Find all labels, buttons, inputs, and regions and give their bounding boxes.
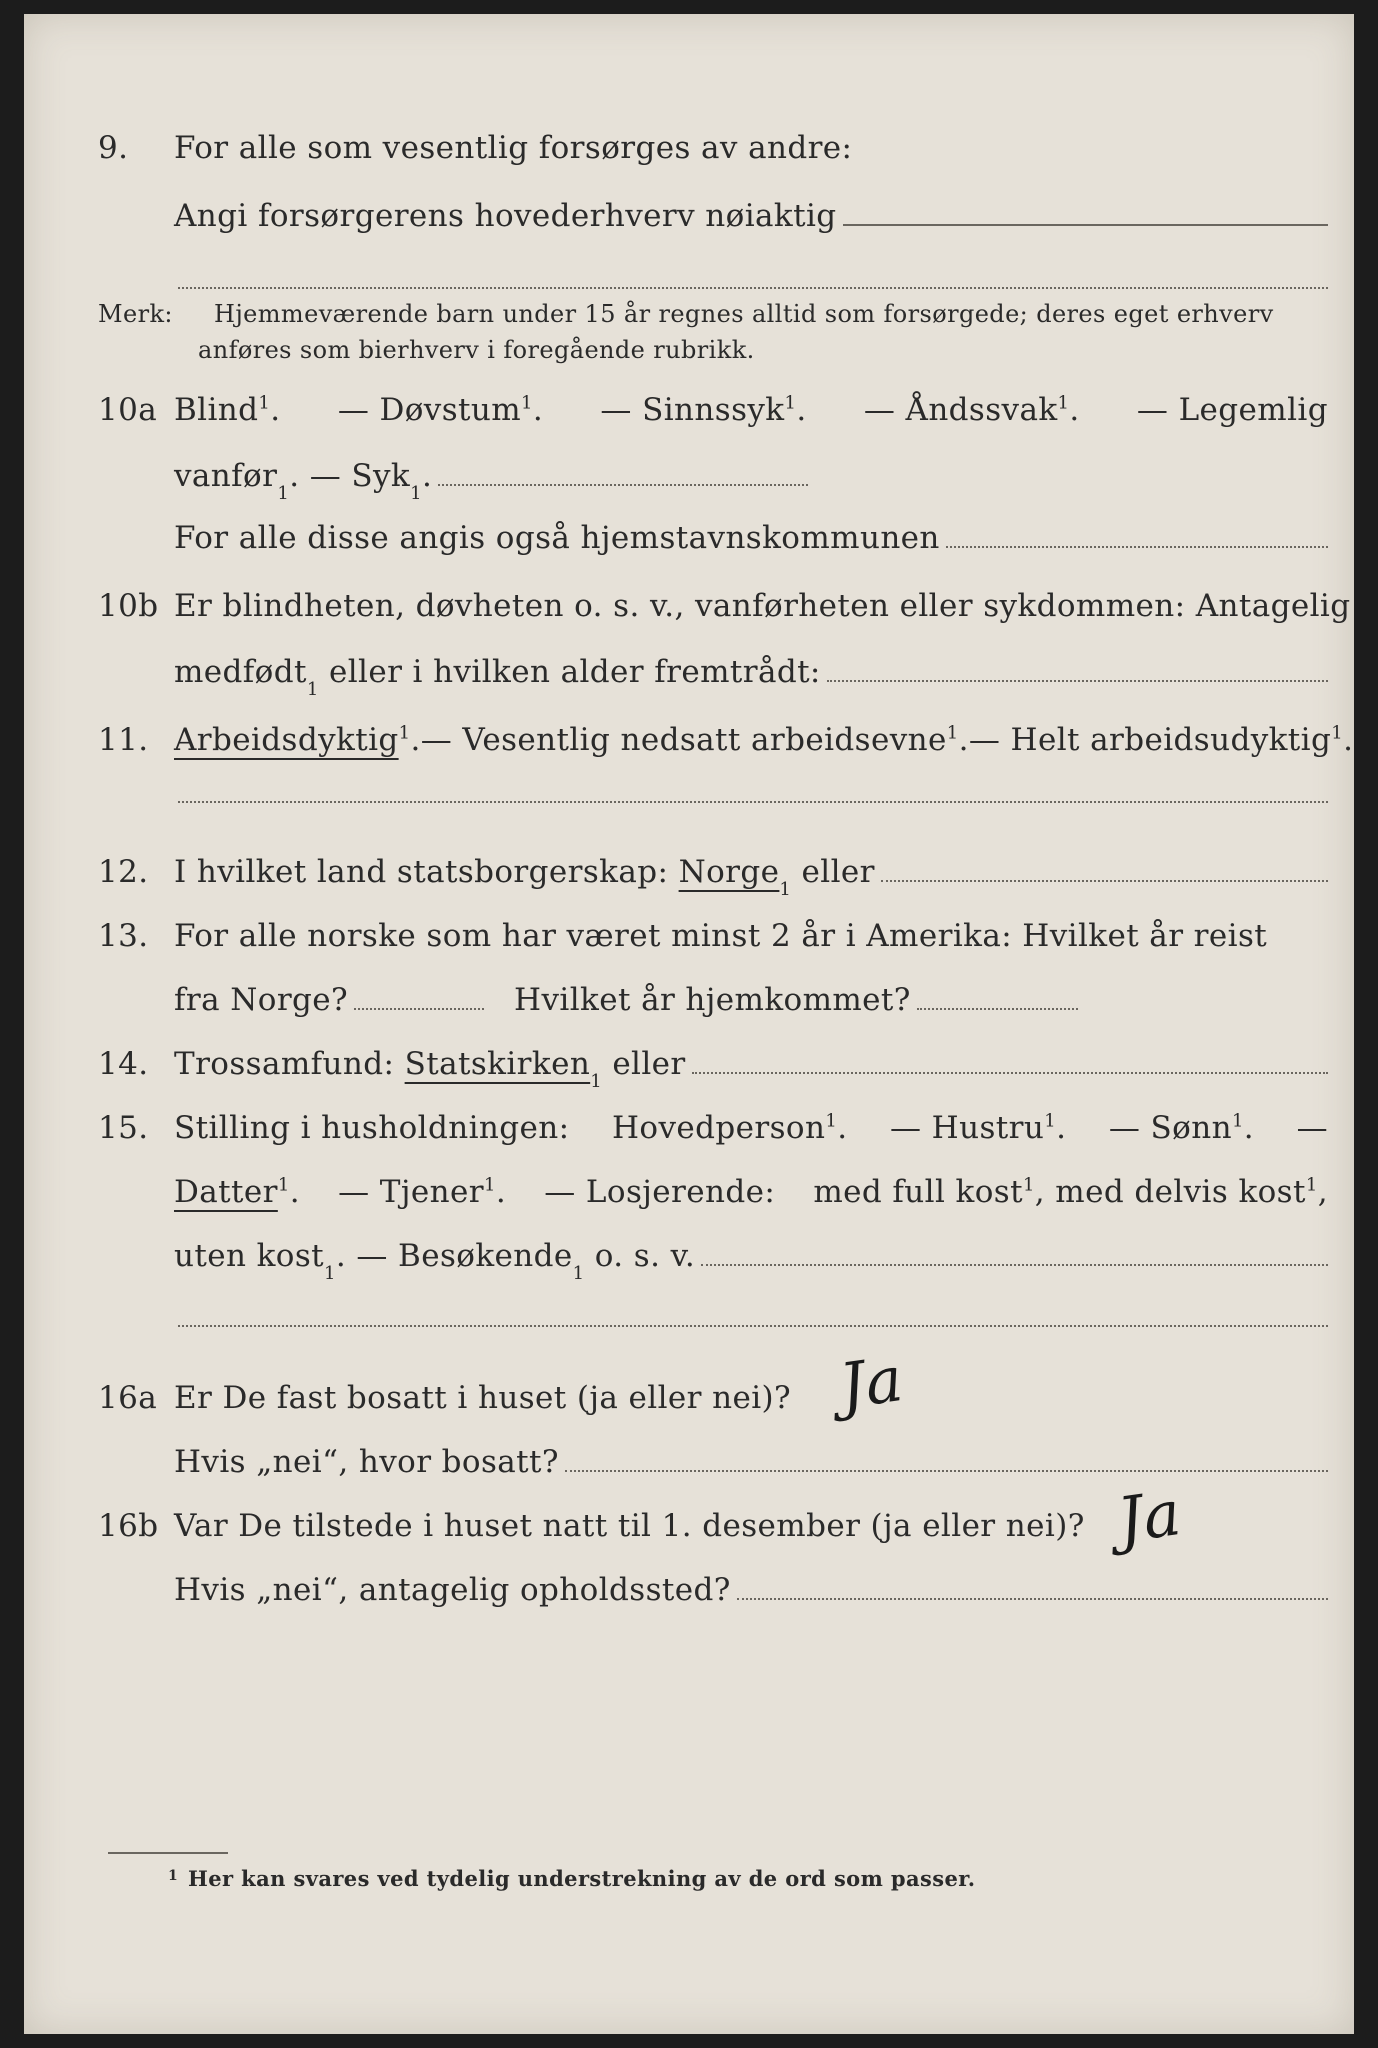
merk-label: Merk: xyxy=(98,300,173,328)
q10a-hometown-label: For alle disse angis også hjemstavnskommunen xyxy=(174,520,940,556)
whereabouts-field[interactable] xyxy=(737,1597,1328,1600)
option-vanfor[interactable]: vanfør xyxy=(174,458,278,494)
option-sinnssyk[interactable]: — Sinnssyk xyxy=(600,392,785,428)
q15-line1: 15. Stilling i husholdningen: Hovedperson$^1$. — Hustru$^1$. — Sønn$^1$. — xyxy=(98,1110,1328,1146)
q10a-line2: vanfør 1 . — Syk 1 . xyxy=(98,452,1328,508)
merk-line2: anføres som bierhverv i foregående rubrikk. xyxy=(198,336,755,364)
q16a-question: Er De fast bosatt i huset (ja eller nei)? xyxy=(174,1380,792,1416)
q13-number: 13. xyxy=(98,918,149,954)
q13-returned-label: Hvilket år hjemkommet? xyxy=(514,982,911,1018)
option-tjener[interactable]: — Tjener xyxy=(338,1174,484,1210)
option-hustru[interactable]: — Hustru xyxy=(889,1110,1045,1146)
footnote-text: Her kan svares ved tydelig understrekning av de ord som passer. xyxy=(188,1866,976,1891)
option-losjerende[interactable]: — Losjerende: xyxy=(544,1174,776,1210)
q10b-line1 xyxy=(98,582,1351,638)
age-field[interactable] xyxy=(827,679,1328,682)
q14-line: 14. Trossamfund: Statskirken 1 eller xyxy=(98,1040,1328,1096)
q15-osv: o. s. v. xyxy=(594,1238,696,1274)
option-norge[interactable]: Norge xyxy=(678,854,780,890)
q10a-line1: 10a Blind$^1$. — Døvstum$^1$. — Sinnssyk$^1$. — Åndssvak$^1$. — Legemlig xyxy=(98,392,1328,428)
citizenship-field[interactable] xyxy=(881,879,1328,882)
q9-text: For alle som vesentlig forsørges av andre: xyxy=(174,130,853,166)
option-besokende[interactable]: — Besøkende xyxy=(356,1238,573,1274)
option-dovstum[interactable]: — Døvstum xyxy=(337,392,522,428)
q11-number: 11. xyxy=(98,722,149,758)
q13-text: For alle norske som har været minst 2 år i Amerika: Hvilket år reist xyxy=(174,918,1268,954)
q15-number: 15. xyxy=(98,1110,149,1146)
census-form-page xyxy=(24,14,1354,2034)
option-nedsatt[interactable]: — Vesentlig nedsatt arbeidsevne xyxy=(420,722,947,758)
denomination-field[interactable] xyxy=(692,1071,1328,1074)
option-legemlig[interactable]: — Legemlig xyxy=(1136,392,1328,428)
option-uten-kost[interactable]: uten kost xyxy=(174,1238,325,1274)
option-blind[interactable]: Blind xyxy=(174,392,259,428)
option-sonn[interactable]: — Sønn xyxy=(1108,1110,1232,1146)
q13-line1 xyxy=(98,912,1328,968)
option-statskirken[interactable]: Statskirken xyxy=(404,1046,591,1082)
q16b-number: 16b xyxy=(98,1508,159,1544)
q12-eller: eller xyxy=(801,854,875,890)
q10b-text: Er blindheten, døvheten o. s. v., vanførheten eller sykdommen: Antagelig xyxy=(174,588,1351,624)
q10b-age-label: eller i hvilken alder fremtrådt: xyxy=(328,654,821,690)
q10a-field[interactable] xyxy=(438,483,808,486)
q16a-number: 16a xyxy=(98,1380,158,1416)
q13-left-label: fra Norge? xyxy=(174,982,349,1018)
merk-line1: Hjemmeværende barn under 15 år regnes alltid som forsørgede; deres eget erhverv xyxy=(214,300,1274,328)
q10b-number: 10b xyxy=(98,588,159,624)
q9-line1 xyxy=(98,124,1328,180)
q10b-line2: medfødt 1 eller i hvilken alder fremtrådt: xyxy=(98,648,1328,704)
option-full-kost[interactable]: med full kost xyxy=(813,1174,1023,1210)
q9-line2 xyxy=(98,192,1328,248)
q16b-line2 xyxy=(98,1566,1328,1622)
footnote-rule xyxy=(108,1852,228,1854)
q12-number: 12. xyxy=(98,854,149,890)
option-andssvak[interactable]: — Åndssvak xyxy=(863,392,1058,428)
q11-field[interactable] xyxy=(178,800,1328,803)
year-left-field[interactable] xyxy=(354,1007,484,1010)
footnote-mark: 1 xyxy=(168,1868,179,1884)
option-delvis-kost[interactable]: , med delvis kost xyxy=(1034,1174,1306,1210)
q14-label: Trossamfund: xyxy=(174,1046,395,1082)
option-medfodt[interactable]: medfødt xyxy=(174,654,307,690)
option-hovedperson[interactable]: Hovedperson xyxy=(611,1110,826,1146)
q16a-line1 xyxy=(98,1374,1328,1430)
q9-extra-field[interactable] xyxy=(178,286,1328,289)
q16b-handwritten-answer[interactable]: Ja xyxy=(1113,1475,1186,1558)
q15-label: Stilling i husholdningen: xyxy=(174,1110,570,1146)
q10a-line3 xyxy=(98,514,1328,570)
q16a-where-label: Hvis „nei“, hvor bosatt? xyxy=(174,1444,559,1480)
option-ufor[interactable]: — Helt arbeidsudyktig xyxy=(968,722,1332,758)
q14-eller: eller xyxy=(612,1046,686,1082)
q15-extra-field[interactable] xyxy=(178,1324,1328,1327)
q15-line3: uten kost 1 . — Besøkende 1 o. s. v. xyxy=(98,1232,1328,1288)
q16a-handwritten-answer[interactable]: Ja xyxy=(835,1341,908,1424)
option-datter[interactable]: Datter xyxy=(174,1174,278,1210)
q11-line1: 11. Arbeidsdyktig$^1$. — Vesentlig nedsatt arbeidsevne$^1$. — Helt arbeidsudyktig$^1$. xyxy=(98,722,1354,758)
hometown-field[interactable] xyxy=(946,545,1328,548)
q16b-where-label: Hvis „nei“, antagelig opholdssted? xyxy=(174,1572,731,1608)
option-arbeidsdyktig[interactable]: Arbeidsdyktig xyxy=(174,722,399,758)
residence-field[interactable] xyxy=(565,1469,1328,1472)
q9-number: 9. xyxy=(98,130,129,166)
household-field[interactable] xyxy=(701,1263,1328,1266)
q14-number: 14. xyxy=(98,1046,149,1082)
q16b-question: Var De tilstede i huset natt til 1. desember (ja eller nei)? xyxy=(174,1508,1085,1544)
q9-provider-label: Angi forsørgerens hovederhverv nøiaktig xyxy=(174,198,837,234)
option-syk[interactable]: — Syk xyxy=(309,458,411,494)
q12-line: 12. I hvilket land statsborgerskap: Norge 1 eller xyxy=(98,848,1328,904)
q12-label: I hvilket land statsborgerskap: xyxy=(174,854,669,890)
q13-line2 xyxy=(98,976,1328,1032)
q9-provider-field[interactable] xyxy=(843,223,1328,226)
q10a-number: 10a xyxy=(98,392,158,428)
q15-line2: Datter$^1$. — Tjener$^1$. — Losjerende: med full kost$^1$, med delvis kost$^1$, xyxy=(174,1174,1328,1210)
year-returned-field[interactable] xyxy=(917,1007,1078,1010)
q15-dash: — xyxy=(1296,1110,1328,1146)
